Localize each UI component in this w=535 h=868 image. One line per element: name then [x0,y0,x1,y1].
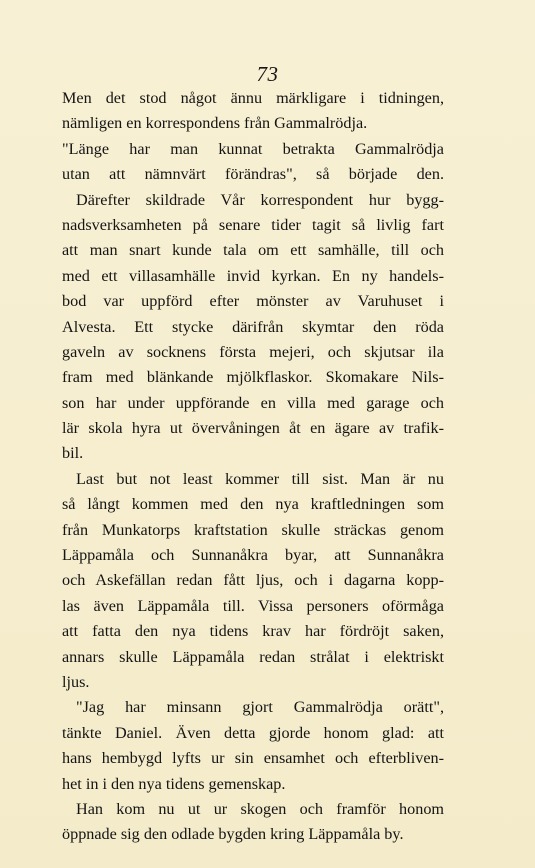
text-line: "Länge har man kunnat betrakta Gammalrödja [62,139,444,158]
text-line: från Munkatorps kraftstation skulle sträckas genom [62,520,444,539]
text-line: hans hembygd lyfts ur sin ensamhet och efterbliven- [62,749,444,768]
text-line: med ett villasamhälle invid kyrkan. En ny handels- [62,266,444,285]
text-line: Han kom nu ut ur skogen och framför honom [76,799,444,818]
text-line: lär skola hyra ut övervåningen åt en ägare av trafik- [62,419,444,438]
text-line: bod var uppförd efter mönster av Varuhuset i [62,292,444,311]
text-line: att fatta den nya tidens krav har fördröjt saken, [62,622,444,641]
text-line: att man snart kunde tala om ett samhälle, till och [62,241,444,260]
text-line: "Jag har minsann gjort Gammalrödja orätt", [76,698,444,717]
text-line: utan att nämnvärt förändras", så började den. [62,165,444,184]
text-line: Därefter skildrade Vår korrespondent hur bygg- [76,190,444,209]
text-line: annars skulle Läppamåla redan strålat i elektriskt [62,647,444,666]
text-line: Alvesta. Ett stycke därifrån skymtar den röda [62,317,444,336]
body-text [62,86,444,848]
text-line: fram med blänkande mjölkflaskor. Skomakare Nils- [62,368,444,387]
text-line: gaveln av socknens första mejeri, och skjutsar ila [62,342,444,361]
text-line: las även Läppamåla till. Vissa personers oförmåga [62,596,444,615]
text-line: tänkte Daniel. Även detta gjorde honom glad: att [62,723,444,742]
text-line: nämligen en korrespondens från Gammalrödja. [62,114,368,133]
text-line: bil. [62,444,84,463]
text-line: så långt kommen med den nya kraftledningen som [62,495,444,514]
text-line: Last but not least kommer till sist. Man är nu [76,469,444,488]
text-line: ljus. [62,672,90,691]
text-line: och Askefällan redan fått ljus, och i dagarna kopp- [62,571,444,590]
text-line: Men det stod något ännu märkligare i tidningen, [62,89,444,107]
text-line: son har under uppförande en villa med garage och [62,393,444,412]
page-number: 73 [256,62,279,86]
text-line: nadsverksamheten på senare tider tagit så livlig fart [62,215,444,234]
text-line: öppnade sig den odlade bygden kring Läppamåla by. [62,825,404,844]
text-line: Läppamåla och Sunnanåkra byar, att Sunnanåkra [62,546,444,565]
text-line: het in i den nya tidens gemenskap. [62,774,286,793]
